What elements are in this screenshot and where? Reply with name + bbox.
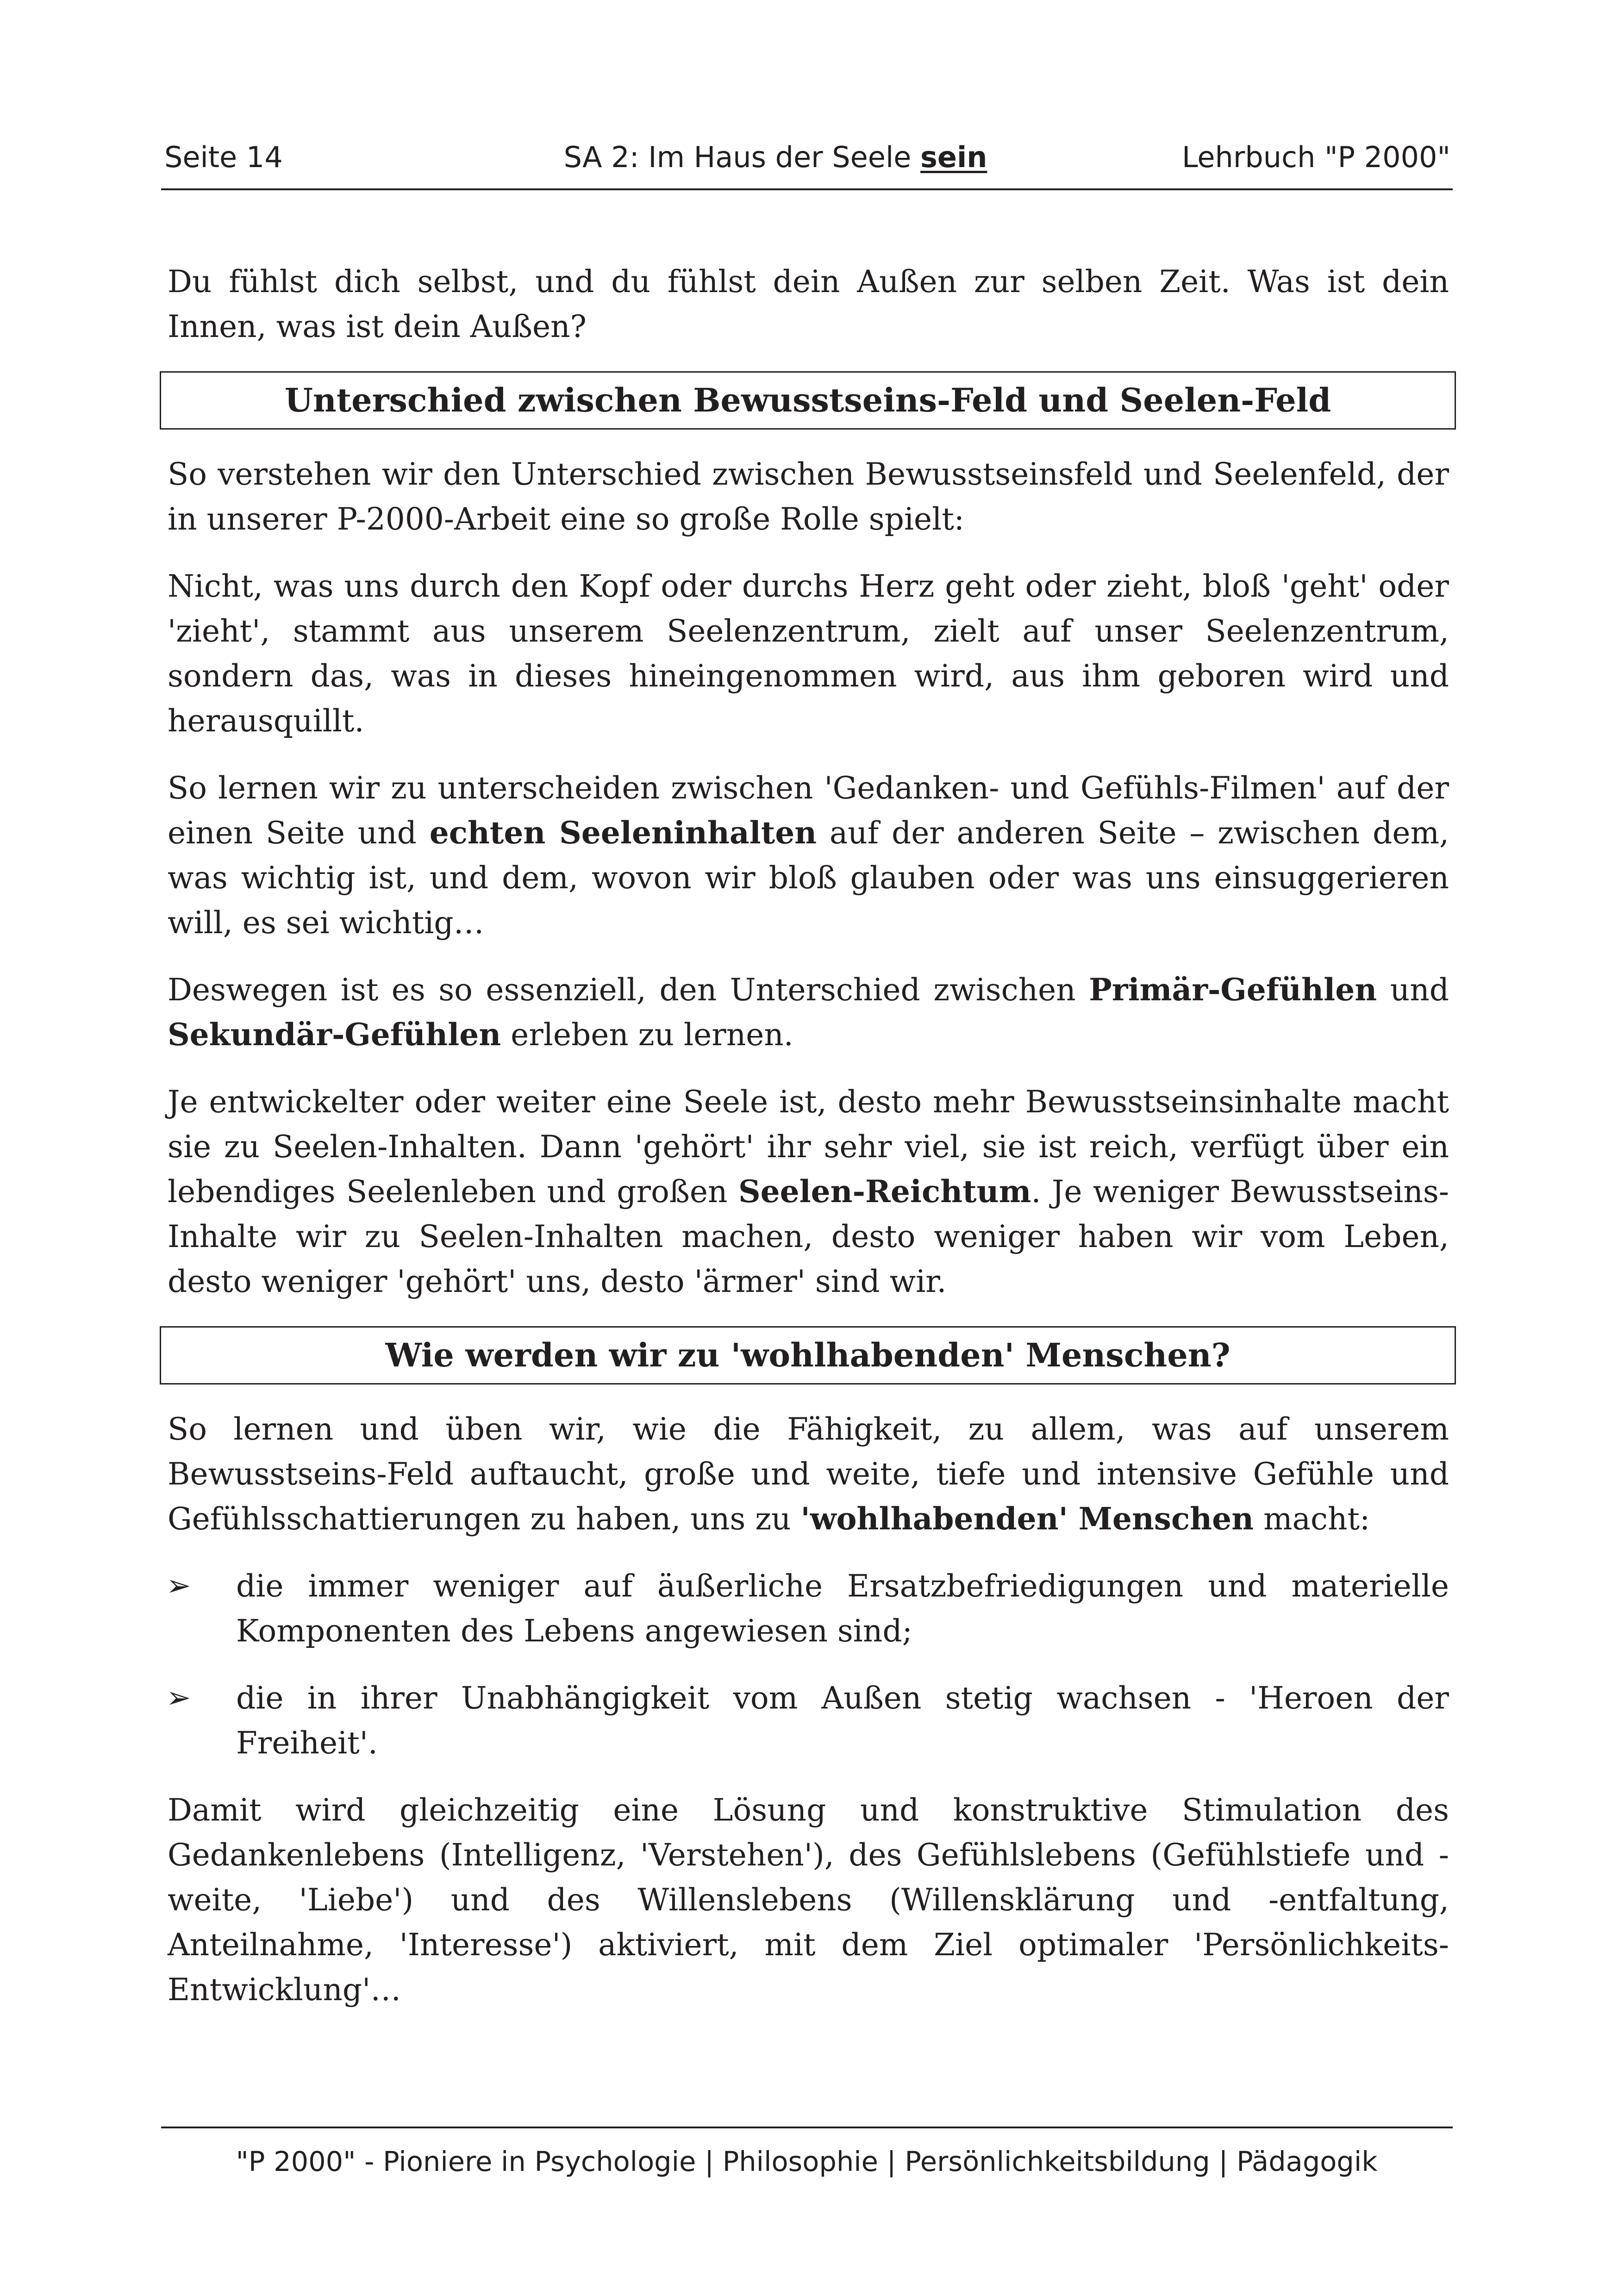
book-title: Lehrbuch "P 2000": [1181, 140, 1450, 174]
paragraph-5-bold: Seelen-Reichtum: [738, 1173, 1031, 1210]
paragraph-4: [168, 967, 1449, 1057]
chapter-title-emphasis: sein: [920, 140, 987, 174]
page-number: Seite 14: [164, 140, 283, 174]
paragraph-3-bold: echten Seeleninhalten: [429, 815, 817, 851]
paragraph-5-text-c: . Je weniger Bewusstseins-Inhalte wir zu Seelen-Inhalten machen, desto weniger haben wir vom Leben, desto weniger 'gehört' uns, desto 'ärmer' sind wir.: [168, 1174, 1449, 1299]
paragraph-6-bold: 'wohlhabenden' Menschen: [800, 1501, 1254, 1537]
section-heading-2: Wie werden wir zu 'wohlhabenden' Menschen?: [160, 1326, 1456, 1384]
arrowhead-bullet-icon: ➢: [166, 1681, 191, 1715]
paragraph-6-text-a: So lernen und üben wir, wie die Fähigkeit, zu allem, was auf unserem Bewusstseins-Feld auftaucht, große und weite, tiefe und intensive Gefühle und Gefühlsschattierungen zu haben, uns zu: [168, 1411, 1449, 1537]
chapter-title-main: SA 2: Im Haus der Seele: [563, 140, 921, 174]
paragraph-6: [168, 1407, 1449, 1541]
paragraph-4-bold-secondary: Sekundär-Gefühlen: [168, 1017, 501, 1053]
header-divider: [161, 188, 1453, 190]
paragraph-7: Damit wird gleichzeitig eine Lösung und konstruktive Stimulation des Gedankenlebens (Intelligenz, 'Verstehen'), des Gefühlslebens (Gefühlstiefe und -weite, 'Liebe') und des Willenslebens (Willensklärung und -entfaltung, Anteilnahme, 'Interesse') aktiviert, mit dem Ziel optimaler 'Persönlichkeits-Entwicklung'…: [168, 1792, 1449, 2008]
section-heading-1: Unterschied zwischen Bewusstseins-Feld und Seelen-Feld: [160, 371, 1456, 430]
footer-divider: [161, 2127, 1453, 2128]
paragraph-4-bold-primary: Primär-Gefühlen: [1089, 972, 1377, 1008]
paragraph-4-text-c: und: [1377, 972, 1449, 1008]
paragraph-3-text-a: So lernen wir zu unterscheiden zwischen 'Gedanken- und Gefühls-Filmen' auf der einen Seite und: [168, 770, 1449, 851]
paragraph-1: So verstehen wir den Unterschied zwischen Bewusstseinsfeld und Seelenfeld, der in unserer P-2000-Arbeit eine so große Rolle spielt:: [168, 456, 1449, 537]
paragraph-5-text-a: Je entwickelter oder weiter eine Seele ist, desto mehr Bewusstseinsinhalte macht sie zu Seelen-Inhalten. Dann 'gehört' ihr sehr viel, sie ist reich, verfügt über ein lebendiges Seelenleben und großen: [168, 1084, 1449, 1210]
footer-text: "P 2000" - Pioniere in Psychologie | Philosophie | Persönlichkeitsbildung | Pädagogik: [236, 2145, 1378, 2177]
intro-paragraph: Du fühlst dich selbst, und du fühlst dein Außen zur selben Zeit. Was ist dein Innen, was ist dein Außen?: [168, 264, 1449, 344]
list-item-text: die in ihrer Unabhängigkeit vom Außen stetig wachsen - 'Heroen der Freiheit'.: [236, 1680, 1449, 1761]
list-item-text: die immer weniger auf äußerliche Ersatzbefriedigungen und materielle Komponenten des Lebens angewiesen sind;: [236, 1568, 1449, 1649]
paragraph-3: [168, 766, 1449, 945]
chapter-title: [537, 137, 1014, 178]
paragraph-4-text-a: Deswegen ist es so essenziell, den Unterschied zwischen: [168, 972, 1089, 1008]
bullet-list: [168, 1564, 1449, 1765]
list-item: [168, 1676, 1449, 1765]
arrowhead-bullet-icon: ➢: [166, 1569, 191, 1603]
paragraph-5: [168, 1079, 1449, 1304]
list-item: [168, 1564, 1449, 1653]
paragraph-4-text-e: erleben zu lernen.: [501, 1017, 793, 1053]
paragraph-2: Nicht, was uns durch den Kopf oder durchs Herz geht oder zieht, bloß 'geht' oder 'zieht', stammt aus unserem Seelenzentrum, zielt auf unser Seelenzentrum, sondern das, was in dieses hineingenommen wird, aus ihm geboren wird und herausquillt.: [168, 568, 1449, 739]
paragraph-3-text-c: auf der anderen Seite – zwischen dem, was wichtig ist, und dem, wovon wir bloß glauben oder was uns einsuggerieren will, es sei wichtig…: [168, 815, 1449, 941]
paragraph-6-text-c: macht:: [1254, 1501, 1370, 1537]
page-body: [168, 259, 1449, 2034]
